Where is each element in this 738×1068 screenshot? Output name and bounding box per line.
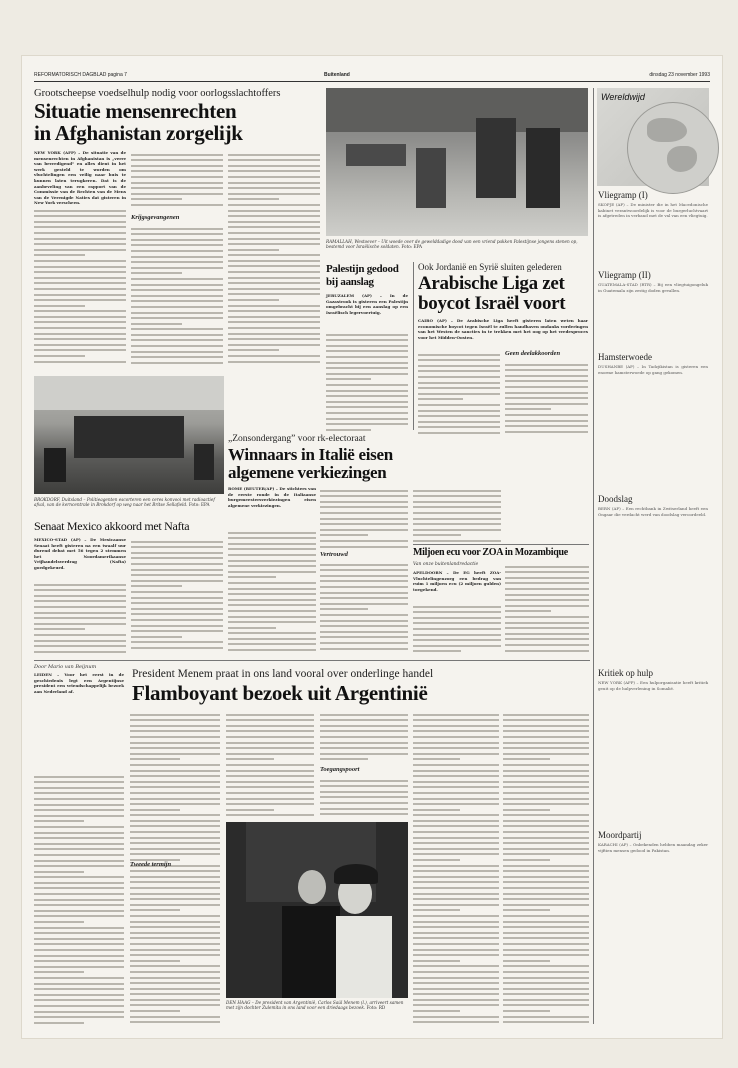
zoa-lede: APELDOORN – De EG heeft ZOA-Vluchtelingenzorg een bedrag van ruim 1 miljoen ecu (2 miljoen gulden) toegekend. bbox=[413, 570, 501, 592]
page-date: dinsdag 23 november 1993 bbox=[649, 72, 710, 78]
sidebar-item-head: Doodslag bbox=[598, 494, 633, 504]
menem-body-col5 bbox=[413, 710, 499, 1024]
menem-top-rule bbox=[34, 660, 590, 661]
menem-body-col3a bbox=[226, 710, 314, 818]
italy-lede: ROME (REUTER/AP) – De stichters van de eerste ronde in de Italiaanse burgemeestersverkiezingen eisen algemene verkiezingen. bbox=[228, 486, 316, 508]
menem-byline: Door Mario van Beijnum bbox=[34, 664, 97, 670]
photo-convoy-caption: BROKDORF, Duitsland – Politieagenten escorteren een ceres konvooi met radioactief afval, van de kerncentrale in Brokdorf op weg naar het Britse Sellafield. Foto: EPA bbox=[34, 497, 215, 508]
liga-headline-line1: Arabische Liga zet bbox=[418, 273, 565, 294]
liga-kicker: Ook Jordanië en Syrië sluiten gelederen bbox=[418, 262, 562, 272]
main-body-col3 bbox=[228, 150, 320, 368]
italy-body-col2a bbox=[320, 486, 408, 548]
sidebar-item-text: NEW YORK (AFP) – Een hulporganisatie heeft kritiek geuit op de hulpverlening in Somalië. bbox=[598, 680, 708, 691]
mexico-body-col1 bbox=[34, 580, 126, 654]
sidebar-item-head: Vliegramp (II) bbox=[598, 270, 651, 280]
sidebar-globe-banner bbox=[597, 88, 709, 186]
sidebar-item-head: Kritiek op hulp bbox=[598, 668, 653, 678]
italy-kicker: „Zonsondergang” voor rk-electoraat bbox=[228, 434, 366, 444]
main-body-col2a bbox=[131, 150, 223, 210]
menem-body-col4a bbox=[320, 710, 408, 762]
menem-body-col6 bbox=[503, 710, 589, 1024]
mexico-headline: Senaat Mexico akkoord met Nafta bbox=[34, 519, 190, 533]
zoa-top-rule bbox=[413, 544, 589, 545]
menem-lede: LEIDEN – Voor het eerst in de geschiedenis legt een Argentijnse president een vriendschappelijk bezoek aan Nederland af. bbox=[34, 672, 124, 694]
italy-subhead: Vertrouwd bbox=[320, 551, 348, 558]
zoa-body-col1 bbox=[413, 602, 501, 654]
menem-headline: Flamboyant bezoek uit Argentinië bbox=[132, 681, 428, 705]
menem-body-col1 bbox=[34, 772, 124, 1024]
italy-headline-line2: algemene verkiezingen bbox=[228, 463, 387, 482]
sidebar-title: Wereldwijd bbox=[601, 92, 645, 102]
italy-body-col3 bbox=[413, 486, 501, 542]
photo-menem bbox=[226, 822, 408, 998]
main-lede: NEW YORK (AFP) – De situatie van de mensenrechten in Afghanistan is „verre van bevredigend” en alles dient in het werk gesteld te worden om vluchtelingen een veilig naar huis te kunnen laten terugkeren. Dat is de aanbeveling van een rapport van de Commissie van de Rechten van de Mens van de Verenigde Naties dat gisteren in New York verscheen. bbox=[34, 150, 126, 206]
sidebar-item-head: Hamsterwoede bbox=[598, 352, 652, 362]
zoa-body-col2 bbox=[505, 562, 589, 654]
column-rule bbox=[413, 262, 414, 430]
sidebar-item-text: SKOPJE (AP) – De minister die in het Macedonische kabinet verantwoordelijk is voor de burgerluchtvaart is afgetreden in verband met de val van een vliegtuig. bbox=[598, 202, 708, 219]
italy-headline-line1: Winnaars in Italië eisen bbox=[228, 445, 393, 464]
zoa-headline: Miljoen ecu voor ZOA in Mozambique bbox=[413, 547, 568, 558]
sidebar-item-text: GUATEMALA-STAD (RTR) – Bij een vliegtuigongeluk in Guatemala zijn zestig doden gevallen. bbox=[598, 282, 708, 293]
section-name: Buitenland bbox=[324, 72, 350, 78]
main-headline-line2: in Afghanistan zorgelijk bbox=[34, 121, 243, 145]
liga-lede: CAIRO (AP) – De Arabische Liga heeft gisteren laten weten haar economische boycot tegen Israël te zullen handhaven ondanks vorderingen van het Westen de sancties in te trekken met het oog op het vredesproces voor het Midden-Oosten. bbox=[418, 318, 588, 340]
sidebar-item-head: Moordpartij bbox=[598, 830, 642, 840]
menem-kicker: President Menem praat in ons land vooral over onderlinge handel bbox=[132, 668, 434, 680]
header-rule bbox=[34, 81, 710, 82]
menem-subhead-1: Tweede termijn bbox=[130, 861, 172, 868]
liga-body-col2 bbox=[505, 360, 588, 434]
palestijn-lede: JERUZALEM (AP) – In de Gazastrook is gisteren een Palestijn omgebracht bij een aanslag op een Israëlisch legervoertuig. bbox=[326, 293, 408, 315]
photo-menem-caption: DEN HAAG – De president van Argentinië, Carlos Saúl Menem (l.), arriveert samen met zijn dochter Zulemita in ons land voor een driedaags bezoek. Foto: RD bbox=[226, 1000, 404, 1011]
liga-subhead: Geen deelakkoorden bbox=[505, 350, 561, 357]
sidebar-item-text: KARACHI (AP) – Onbekenden hebben maandag zeker vijftien mensen gedood in Pakistan. bbox=[598, 842, 708, 853]
mexico-lede: MEXICO-STAD (AP) – De Mexicaanse Senaat heeft gisteren na een twaalf uur durend debat met 56 tegen 2 stemmen het Noordamerikaanse Vrijhandelsverdrag (Nafta) goedgekeurd. bbox=[34, 537, 126, 570]
main-body-col2b bbox=[131, 224, 223, 368]
main-subhead: Krijgsgevangenen bbox=[131, 214, 180, 221]
liga-body-col1 bbox=[418, 350, 500, 434]
main-body-col1 bbox=[34, 206, 126, 368]
paper-name: REFORMATORISCH DAGBLAD pagina 7 bbox=[34, 72, 127, 78]
sidebar-item-head: Vliegramp (I) bbox=[598, 190, 648, 200]
sidebar-item-text: BERN (AP) – Een rechtbank in Zwitserland heeft een Ongaar die verdacht werd van doodslag veroordeeld. bbox=[598, 506, 708, 517]
photo-ramallah bbox=[326, 88, 588, 236]
palestijn-headline-line2: bij aanslag bbox=[326, 276, 374, 288]
photo-ramallah-caption: RAMALLAH, Westoever – Uit woede over de gewelddadige dood van een vriend pakken Palestijnse jongens stenen op, bestemd voor Israëlische soldaten. Foto: EPA bbox=[326, 239, 578, 250]
palestijn-headline-line1: Palestijn gedood bbox=[326, 263, 399, 275]
liga-headline-line2: boycot Israël voort bbox=[418, 293, 566, 314]
main-headline-line1: Situatie mensenrechten bbox=[34, 99, 237, 123]
zoa-subhead: Van onze buitenlandredactie bbox=[413, 562, 479, 567]
main-kicker: Grootscheepse voedselhulp nodig voor oorlogsslachtoffers bbox=[34, 88, 281, 99]
menem-subhead-2: Toegangspoort bbox=[320, 766, 360, 773]
sidebar-item-text: DUSHANBE (AP) – In Tadzjikistan is gisteren een enorme hamsterwoede op gang gekomen. bbox=[598, 364, 708, 375]
italy-body-col1 bbox=[228, 528, 316, 654]
menem-body-col4b bbox=[320, 776, 408, 818]
italy-body-col2b bbox=[320, 560, 408, 654]
mexico-body-col2 bbox=[131, 537, 223, 654]
palestijn-body bbox=[326, 330, 408, 432]
sidebar-rule bbox=[593, 88, 594, 1024]
photo-convoy bbox=[34, 376, 224, 494]
